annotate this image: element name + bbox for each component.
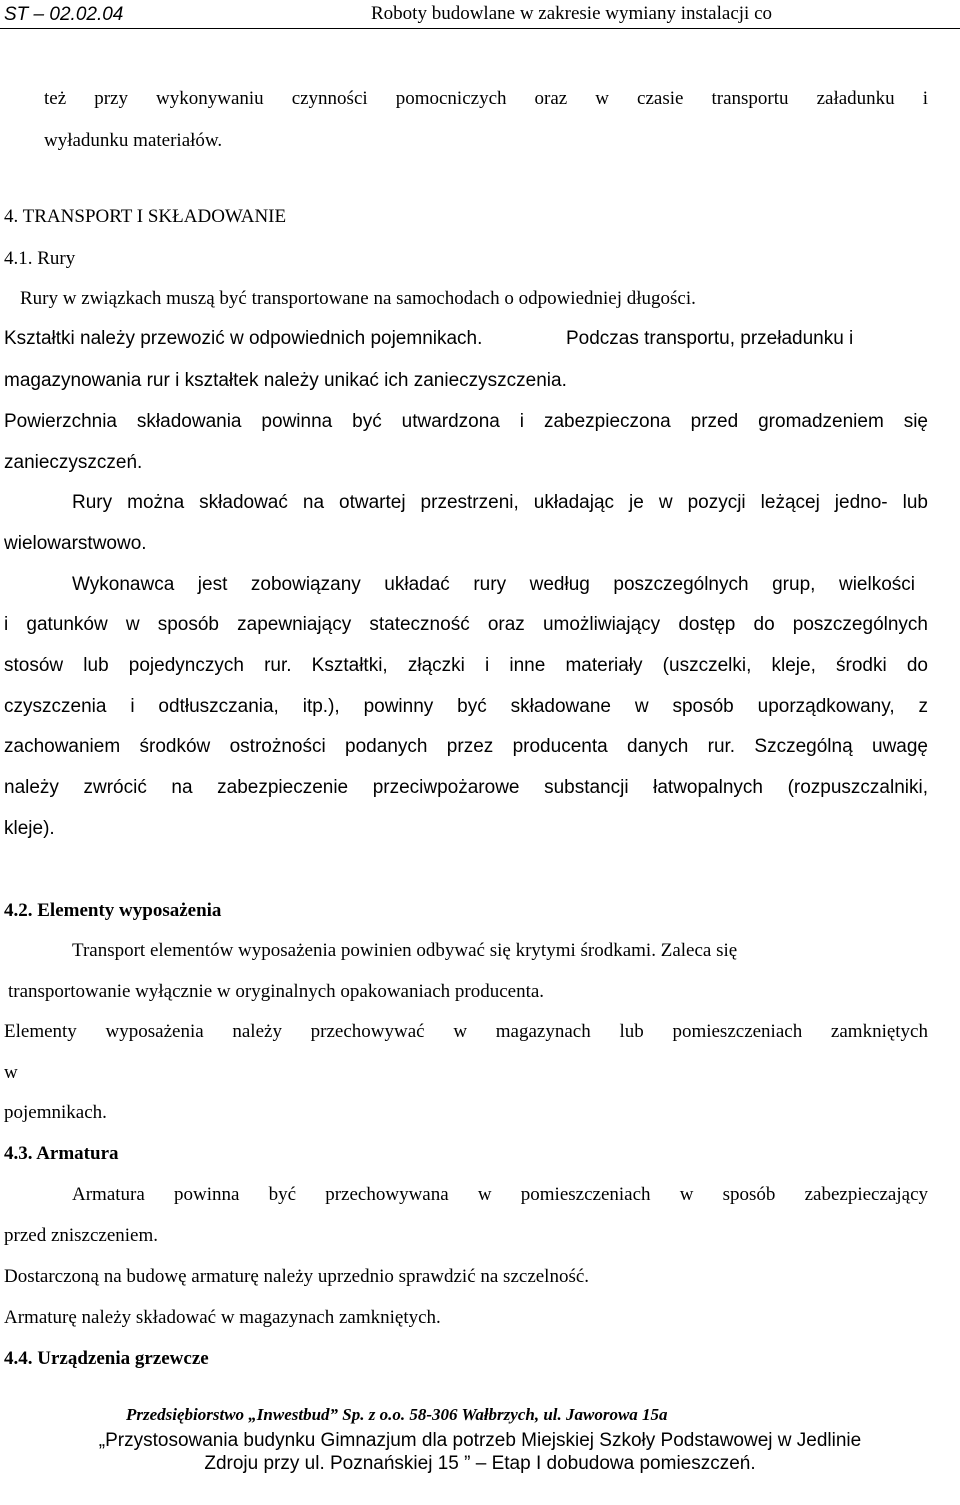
paragraph-line: Wykonawca jest zobowiązany układać rury według poszczególnych grup, wielkości [72,574,915,595]
paragraph-line: pojemnikach. [4,1102,107,1123]
paragraph-line: Podczas transportu, przeładunku i [566,328,854,349]
paragraph-line: Kształtki należy przewozić w odpowiednich pojemnikach. [4,328,483,349]
paragraph-line: w [4,1062,18,1083]
subsection-heading: 4.4. Urządzenia grzewcze [4,1348,209,1369]
subsection-heading: 4.2. Elementy wyposażenia [4,900,222,921]
subsection-heading: 4.3. Armatura [4,1143,119,1164]
paragraph-line: przed zniszczeniem. [4,1225,159,1246]
paragraph-line: Elementy wyposażenia należy przechowywać w magazynach lub pomieszczeniach zamkniętych [4,1021,928,1042]
paragraph-line: zanieczyszczeń. [4,452,143,473]
paragraph-line: wielowarstwowo. [4,533,147,554]
paragraph-line: kleje). [4,818,55,839]
footer-project-line: „Przystosowania budynku Gimnazjum dla potrzeb Miejskiej Szkoły Podstawowej w Jedlinie [98,1430,862,1451]
paragraph-line: magazynowania rur i kształtek należy unikać ich zanieczyszczenia. [4,370,567,391]
subsection-heading: 4.1. Rury [4,248,76,269]
paragraph-line: Transport elementów wyposażenia powinien odbywać się krytymi środkami. Zaleca się [72,940,738,961]
paragraph-line: i gatunków w sposób zapewniający stateczność oraz umożliwiający dostęp do poszczególnych [4,614,928,635]
footer-project-line: Zdroju przy ul. Poznańskiej 15 ” – Etap I dobudowa pomieszczeń. [204,1453,756,1474]
document-title: Roboty budowlane w zakresie wymiany instalacji co [371,3,773,24]
paragraph-line: stosów lub pojedynczych rur. Kształtki, złączki i inne materiały (uszczelki, kleje, środki do [4,655,928,676]
paragraph-line: należy zwrócić na zabezpieczenie przeciwpożarowe substancji łatwopalnych (rozpuszczalniki, [4,777,928,798]
section-heading: 4. TRANSPORT I SKŁADOWANIE [4,206,287,227]
paragraph-line: też przy wykonywaniu czynności pomocniczych oraz w czasie transportu załadunku i [44,88,928,109]
paragraph-line: transportowanie wyłącznie w oryginalnych opakowaniach producenta. [8,981,545,1002]
paragraph-line: wyładunku materiałów. [44,130,223,151]
paragraph-line: Rury można składować na otwartej przestrzeni, układając je w pozycji leżącej jedno- lub [72,492,928,513]
paragraph-line: Dostarczoną na budowę armaturę należy uprzednio sprawdzić na szczelność. [4,1266,590,1287]
paragraph-line: Armaturę należy składować w magazynach zamkniętych. [4,1307,441,1328]
paragraph-line: czyszczenia i odtłuszczania, itp.), powinny być składowane w sposób uporządkowany, z [4,696,928,717]
paragraph-line: Rury w związkach muszą być transportowane na samochodach o odpowiedniej długości. [20,288,696,309]
header-rule [0,28,960,29]
paragraph-line: Armatura powinna być przechowywana w pomieszczeniach w sposób zabezpieczający [72,1184,928,1205]
page-header [0,0,960,29]
footer-company: Przedsiębiorstwo „Inwestbud” Sp. z o.o. 58-306 Wałbrzych, ul. Jaworowa 15a [126,1405,668,1424]
paragraph-line: Powierzchnia składowania powinna być utwardzona i zabezpieczona przed gromadzeniem się [4,411,928,432]
document-code: ST – 02.02.04 [4,4,124,25]
paragraph-line: zachowaniem środków ostrożności podanych przez producenta danych rur. Szczególną uwagę [4,736,928,757]
